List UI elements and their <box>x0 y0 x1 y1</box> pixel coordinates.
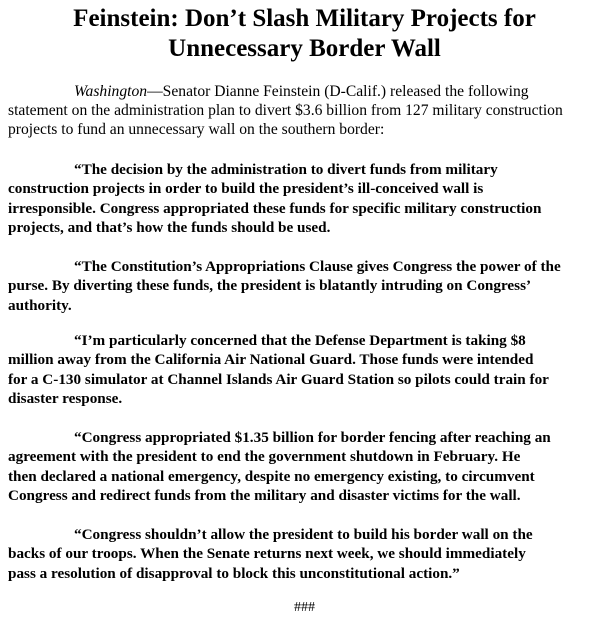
quote-4-line-4: Congress and redirect funds from the military and disaster victims for the wall. <box>8 486 521 504</box>
quote-2-line-1: “The Constitution’s Appropriations Clause gives Congress the power of the <box>74 258 561 275</box>
quote-4-line-1: “Congress appropriated $1.35 billion for border fencing after reaching an <box>74 429 551 446</box>
quote-paragraph-2 <box>8 257 608 315</box>
quote-1-line-2: construction projects in order to build the president’s ill-conceived wall is <box>8 180 484 198</box>
intro-paragraph <box>8 82 608 139</box>
quote-paragraph-3 <box>8 331 608 408</box>
quote-3-line-4: disaster response. <box>8 389 123 407</box>
quote-5-line-1: “Congress shouldn’t allow the president to build his border wall on the <box>74 526 533 543</box>
quote-2-line-2: purse. By diverting these funds, the president is blatantly intruding on Congress’ <box>8 277 532 295</box>
quote-4-line-3: then declared a national emergency, despite no emergency existing, to circumvent <box>8 467 535 485</box>
intro-line-3: projects to fund an unnecessary wall on the southern border: <box>8 121 385 138</box>
quote-3-line-3: for a C-130 simulator at Channel Islands Air Guard Station so pilots could train for <box>8 370 549 388</box>
quote-paragraph-5 <box>8 525 608 583</box>
quote-5-line-3: pass a resolution of disapproval to block this unconstitutional action.” <box>8 564 460 582</box>
quote-5-line-2: backs of our troops. When the Senate returns next week, we should immediately <box>8 545 526 563</box>
press-release-title <box>0 4 609 64</box>
quote-3-line-1: “I’m particularly concerned that the Defense Department is taking $8 <box>74 332 526 349</box>
end-mark: ### <box>294 600 315 615</box>
dateline: Washington <box>74 83 148 100</box>
title-line-2: Unnecessary Border Wall <box>168 35 441 62</box>
quote-1-line-3: irresponsible. Congress appropriated these funds for specific military construction <box>8 199 542 217</box>
intro-line-1 <box>8 82 608 101</box>
quote-3-line-2: million away from the California Air National Guard. Those funds were intended <box>8 351 534 369</box>
quote-paragraph-1 <box>8 160 608 237</box>
quote-1-line-4: projects, and that’s how the funds should be used. <box>8 218 331 236</box>
quote-1-line-1: “The decision by the administration to divert funds from military <box>74 161 498 178</box>
intro-line-1-text: —Senator Dianne Feinstein (D-Calif.) released the following <box>147 83 529 100</box>
quote-2-line-3: authority. <box>8 296 72 314</box>
intro-line-2: statement on the administration plan to divert $3.6 billion from 127 military construction <box>8 102 563 119</box>
title-line-1: Feinstein: Don’t Slash Military Projects for <box>73 5 536 32</box>
quote-paragraph-4 <box>8 428 608 505</box>
quote-4-line-2: agreement with the president to end the government shutdown in February. He <box>8 448 521 466</box>
